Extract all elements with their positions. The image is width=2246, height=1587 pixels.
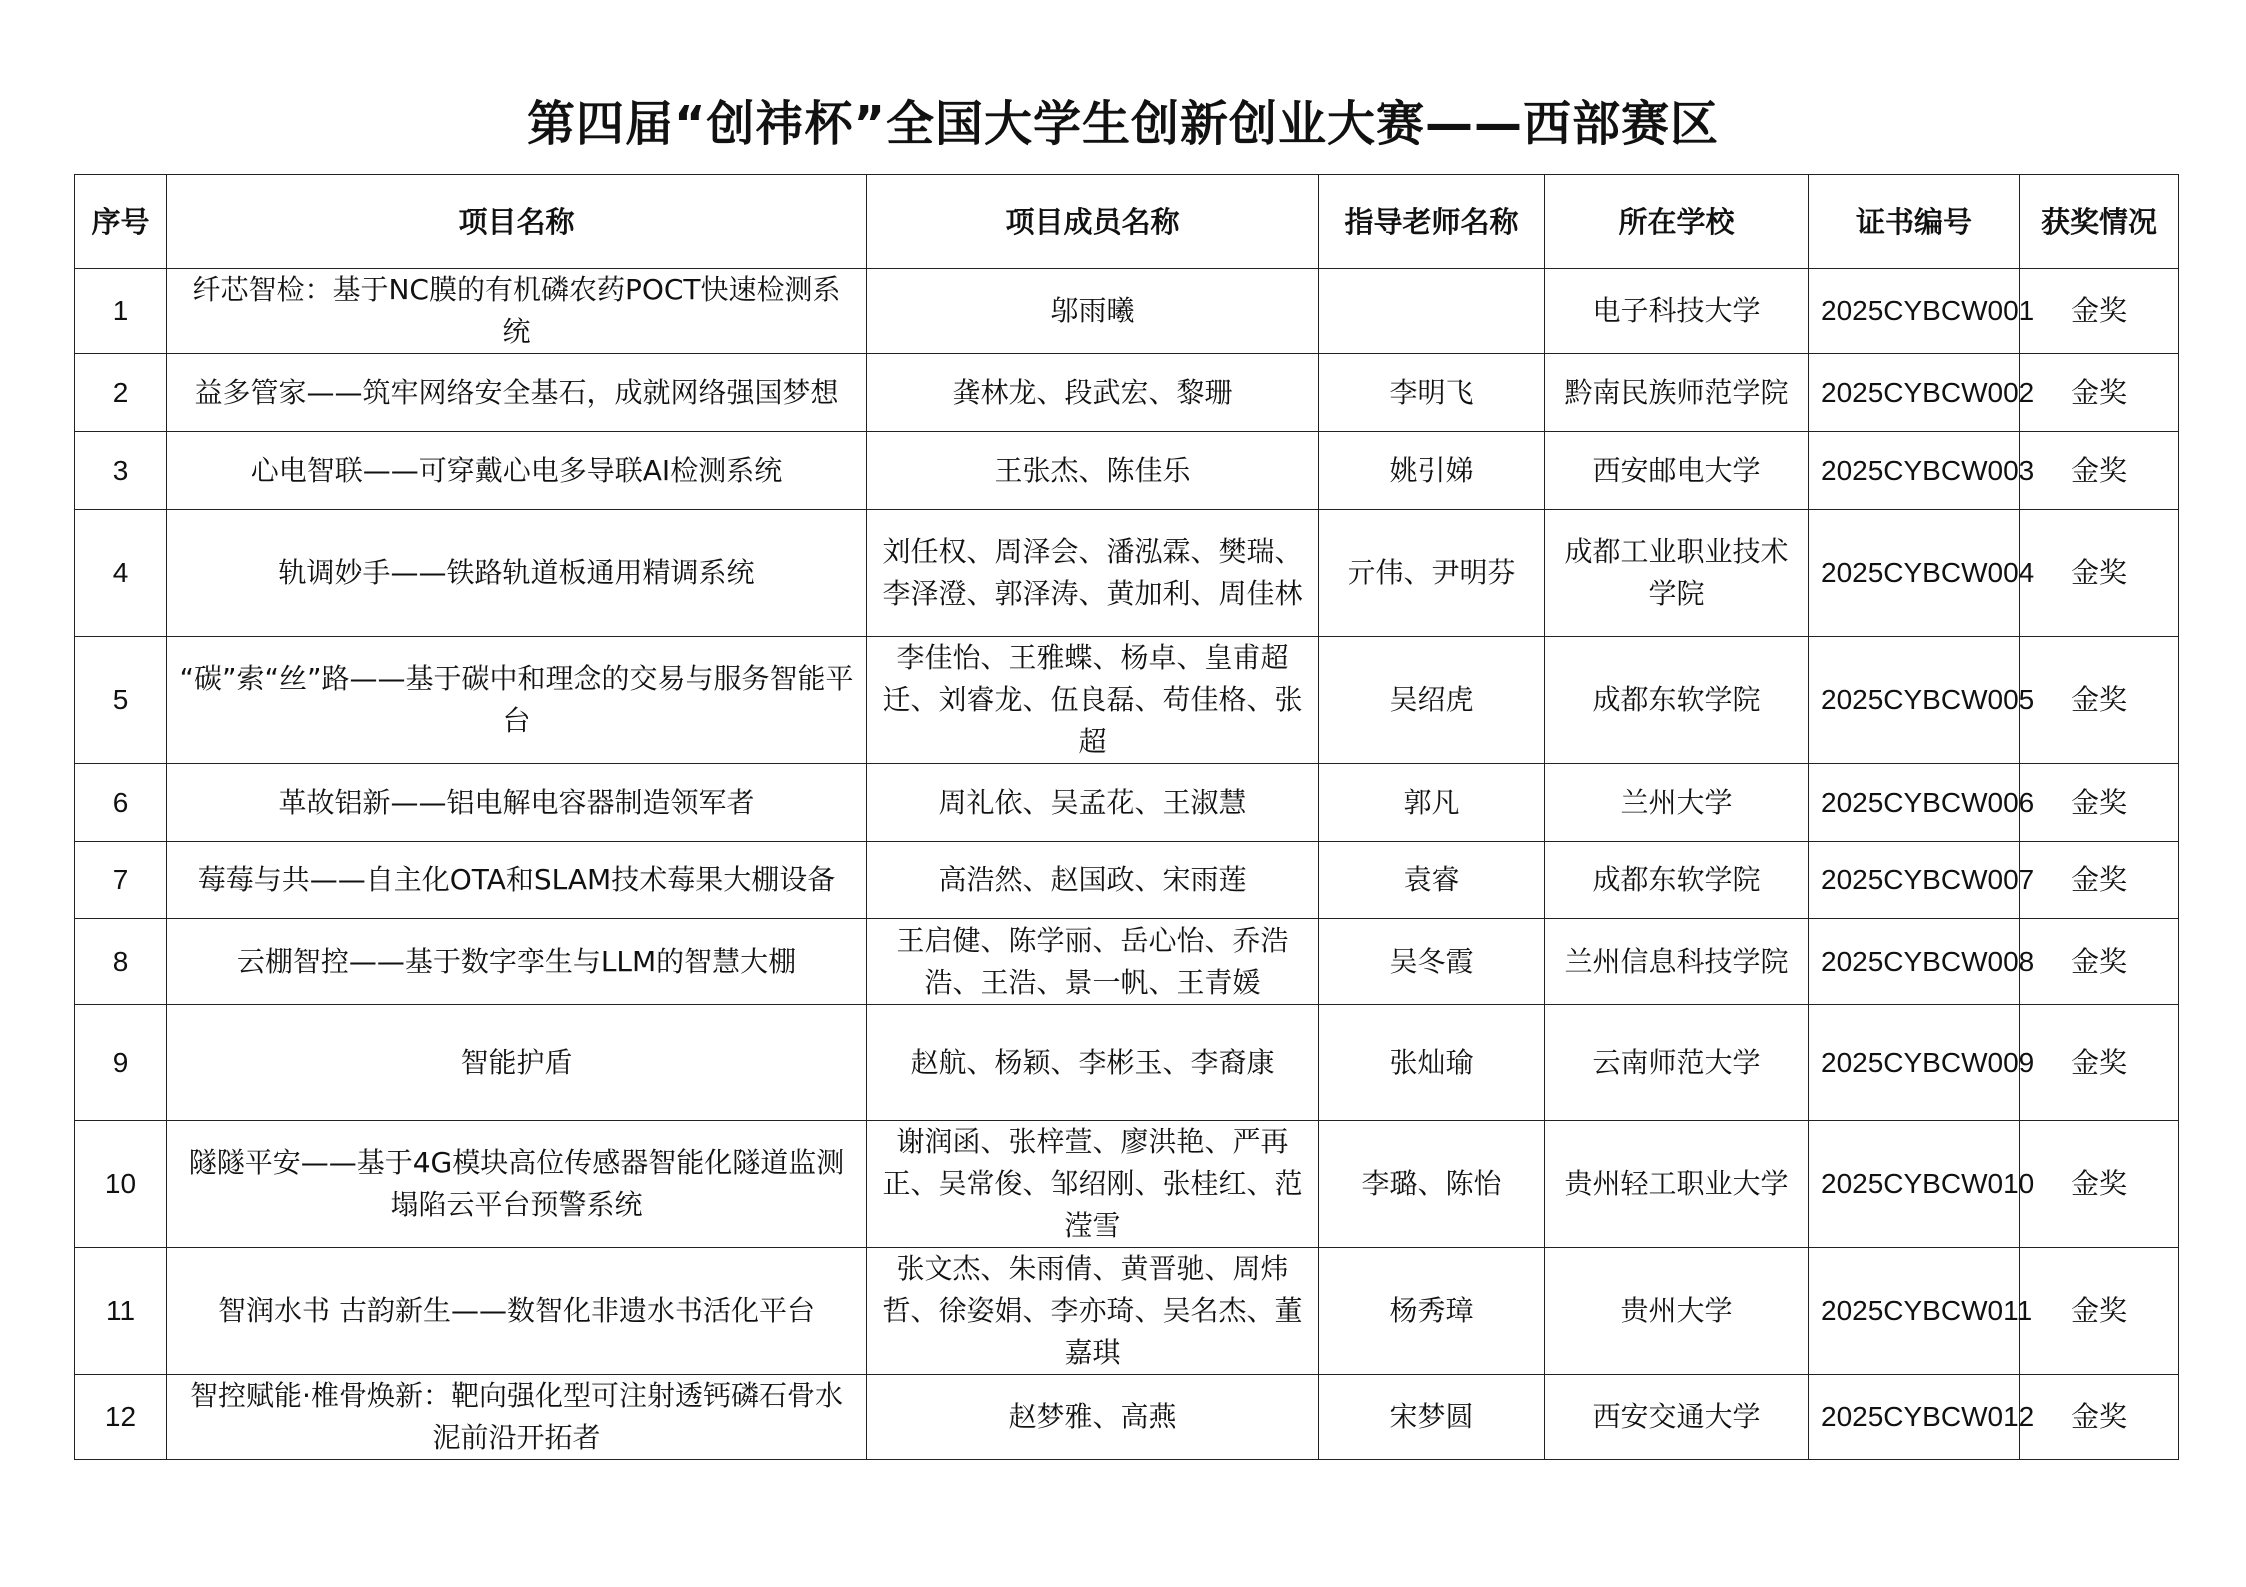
- cell-award: 金奖: [2020, 432, 2179, 510]
- cell-school: 贵州大学: [1545, 1248, 1809, 1375]
- cell-project: 轨调妙手——铁路轨道板通用精调系统: [167, 510, 867, 637]
- cell-seq: 11: [75, 1248, 167, 1375]
- table-row: [75, 354, 2179, 432]
- cell-cert: 2025CYBCW006: [1809, 764, 2020, 842]
- cell-cert: 2025CYBCW002: [1809, 354, 2020, 432]
- cell-seq: 9: [75, 1005, 167, 1121]
- cell-members: 高浩然、赵国政、宋雨莲: [867, 842, 1319, 919]
- cell-project: 莓莓与共——自主化OTA和SLAM技术莓果大棚设备: [167, 842, 867, 919]
- cell-award: 金奖: [2020, 1375, 2179, 1460]
- cell-project: 云棚智控——基于数字孪生与LLM的智慧大棚: [167, 919, 867, 1005]
- cell-project: 智控赋能·椎骨焕新：靶向强化型可注射透钙磷石骨水泥前沿开拓者: [167, 1375, 867, 1460]
- table-row: [75, 637, 2179, 764]
- cell-project: 心电智联——可穿戴心电多导联AI检测系统: [167, 432, 867, 510]
- table-row: [75, 919, 2179, 1005]
- cell-school: 云南师范大学: [1545, 1005, 1809, 1121]
- table-row: [75, 842, 2179, 919]
- cell-project: 益多管家——筑牢网络安全基石，成就网络强国梦想: [167, 354, 867, 432]
- header-seq: 序号: [75, 175, 167, 269]
- table-row: [75, 1005, 2179, 1121]
- cell-cert: 2025CYBCW009: [1809, 1005, 2020, 1121]
- cell-seq: 7: [75, 842, 167, 919]
- header-members: 项目成员名称: [867, 175, 1319, 269]
- table-row: [75, 764, 2179, 842]
- cell-members: 刘任权、周泽会、潘泓霖、樊瑞、李泽澄、郭泽涛、黄加利、周佳林: [867, 510, 1319, 637]
- cell-advisor: 吴冬霞: [1319, 919, 1545, 1005]
- cell-advisor: 亓伟、尹明芬: [1319, 510, 1545, 637]
- table-row: [75, 1248, 2179, 1375]
- cell-members: 周礼依、吴孟花、王淑慧: [867, 764, 1319, 842]
- cell-members: 王启健、陈学丽、岳心怡、乔浩浩、王浩、景一帆、王青媛: [867, 919, 1319, 1005]
- cell-project: 革故铝新——铝电解电容器制造领军者: [167, 764, 867, 842]
- cell-award: 金奖: [2020, 764, 2179, 842]
- cell-advisor: 吴绍虎: [1319, 637, 1545, 764]
- cell-school: 成都东软学院: [1545, 842, 1809, 919]
- cell-members: 王张杰、陈佳乐: [867, 432, 1319, 510]
- cell-award: 金奖: [2020, 637, 2179, 764]
- cell-school: 成都工业职业技术学院: [1545, 510, 1809, 637]
- cell-seq: 10: [75, 1121, 167, 1248]
- header-school: 所在学校: [1545, 175, 1809, 269]
- cell-members: 龚林龙、段武宏、黎珊: [867, 354, 1319, 432]
- cell-cert: 2025CYBCW003: [1809, 432, 2020, 510]
- cell-members: 李佳怡、王雅蝶、杨卓、皇甫超迁、刘睿龙、伍良磊、苟佳格、张超: [867, 637, 1319, 764]
- cell-award: 金奖: [2020, 919, 2179, 1005]
- cell-advisor: 宋梦圆: [1319, 1375, 1545, 1460]
- page-title: 第四届“创祎杯”全国大学生创新创业大赛——西部赛区: [526, 96, 1720, 152]
- cell-members: 赵航、杨颖、李彬玉、李裔康: [867, 1005, 1319, 1121]
- table-row: [75, 269, 2179, 354]
- awards-table: [74, 174, 2179, 1460]
- table-header-row: [75, 175, 2179, 269]
- table-row: [75, 510, 2179, 637]
- cell-award: 金奖: [2020, 842, 2179, 919]
- cell-cert: 2025CYBCW008: [1809, 919, 2020, 1005]
- table-row: [75, 1121, 2179, 1248]
- cell-advisor: 郭凡: [1319, 764, 1545, 842]
- cell-project: 纤芯智检：基于NC膜的有机磷农药POCT快速检测系统: [167, 269, 867, 354]
- table-row: [75, 1375, 2179, 1460]
- cell-project: 智能护盾: [167, 1005, 867, 1121]
- cell-advisor: 姚引娣: [1319, 432, 1545, 510]
- cell-cert: 2025CYBCW001: [1809, 269, 2020, 354]
- cell-school: 西安交通大学: [1545, 1375, 1809, 1460]
- header-cert: 证书编号: [1809, 175, 2020, 269]
- cell-members: 张文杰、朱雨倩、黄晋驰、周炜哲、徐姿娟、李亦琦、吴名杰、董嘉琪: [867, 1248, 1319, 1375]
- cell-project: 隧隧平安——基于4G模块高位传感器智能化隧道监测塌陷云平台预警系统: [167, 1121, 867, 1248]
- cell-advisor: 张灿瑜: [1319, 1005, 1545, 1121]
- cell-school: 成都东软学院: [1545, 637, 1809, 764]
- cell-cert: 2025CYBCW007: [1809, 842, 2020, 919]
- cell-seq: 1: [75, 269, 167, 354]
- cell-award: 金奖: [2020, 354, 2179, 432]
- cell-school: 黔南民族师范学院: [1545, 354, 1809, 432]
- cell-school: 电子科技大学: [1545, 269, 1809, 354]
- table-row: [75, 432, 2179, 510]
- cell-school: 兰州信息科技学院: [1545, 919, 1809, 1005]
- cell-advisor: [1319, 269, 1545, 354]
- cell-seq: 2: [75, 354, 167, 432]
- cell-project: 智润水书 古韵新生——数智化非遗水书活化平台: [167, 1248, 867, 1375]
- cell-advisor: 杨秀璋: [1319, 1248, 1545, 1375]
- cell-cert: 2025CYBCW010: [1809, 1121, 2020, 1248]
- cell-award: 金奖: [2020, 1121, 2179, 1248]
- cell-members: 赵梦雅、高燕: [867, 1375, 1319, 1460]
- cell-advisor: 李明飞: [1319, 354, 1545, 432]
- header-advisor: 指导老师名称: [1319, 175, 1545, 269]
- cell-cert: 2025CYBCW012: [1809, 1375, 2020, 1460]
- cell-seq: 4: [75, 510, 167, 637]
- cell-cert: 2025CYBCW011: [1809, 1248, 2020, 1375]
- header-award: 获奖情况: [2020, 175, 2179, 269]
- cell-school: 西安邮电大学: [1545, 432, 1809, 510]
- cell-seq: 8: [75, 919, 167, 1005]
- header-project: 项目名称: [167, 175, 867, 269]
- cell-seq: 3: [75, 432, 167, 510]
- cell-school: 兰州大学: [1545, 764, 1809, 842]
- cell-award: 金奖: [2020, 269, 2179, 354]
- cell-members: 谢润函、张梓萱、廖洪艳、严再正、吴常俊、邹绍刚、张桂红、范滢雪: [867, 1121, 1319, 1248]
- cell-award: 金奖: [2020, 1005, 2179, 1121]
- cell-advisor: 李璐、陈怡: [1319, 1121, 1545, 1248]
- cell-cert: 2025CYBCW005: [1809, 637, 2020, 764]
- cell-seq: 12: [75, 1375, 167, 1460]
- cell-advisor: 袁睿: [1319, 842, 1545, 919]
- cell-members: 邬雨曦: [867, 269, 1319, 354]
- cell-award: 金奖: [2020, 510, 2179, 637]
- cell-seq: 6: [75, 764, 167, 842]
- cell-seq: 5: [75, 637, 167, 764]
- cell-school: 贵州轻工职业大学: [1545, 1121, 1809, 1248]
- cell-award: 金奖: [2020, 1248, 2179, 1375]
- cell-cert: 2025CYBCW004: [1809, 510, 2020, 637]
- cell-project: “碳”索“丝”路——基于碳中和理念的交易与服务智能平台: [167, 637, 867, 764]
